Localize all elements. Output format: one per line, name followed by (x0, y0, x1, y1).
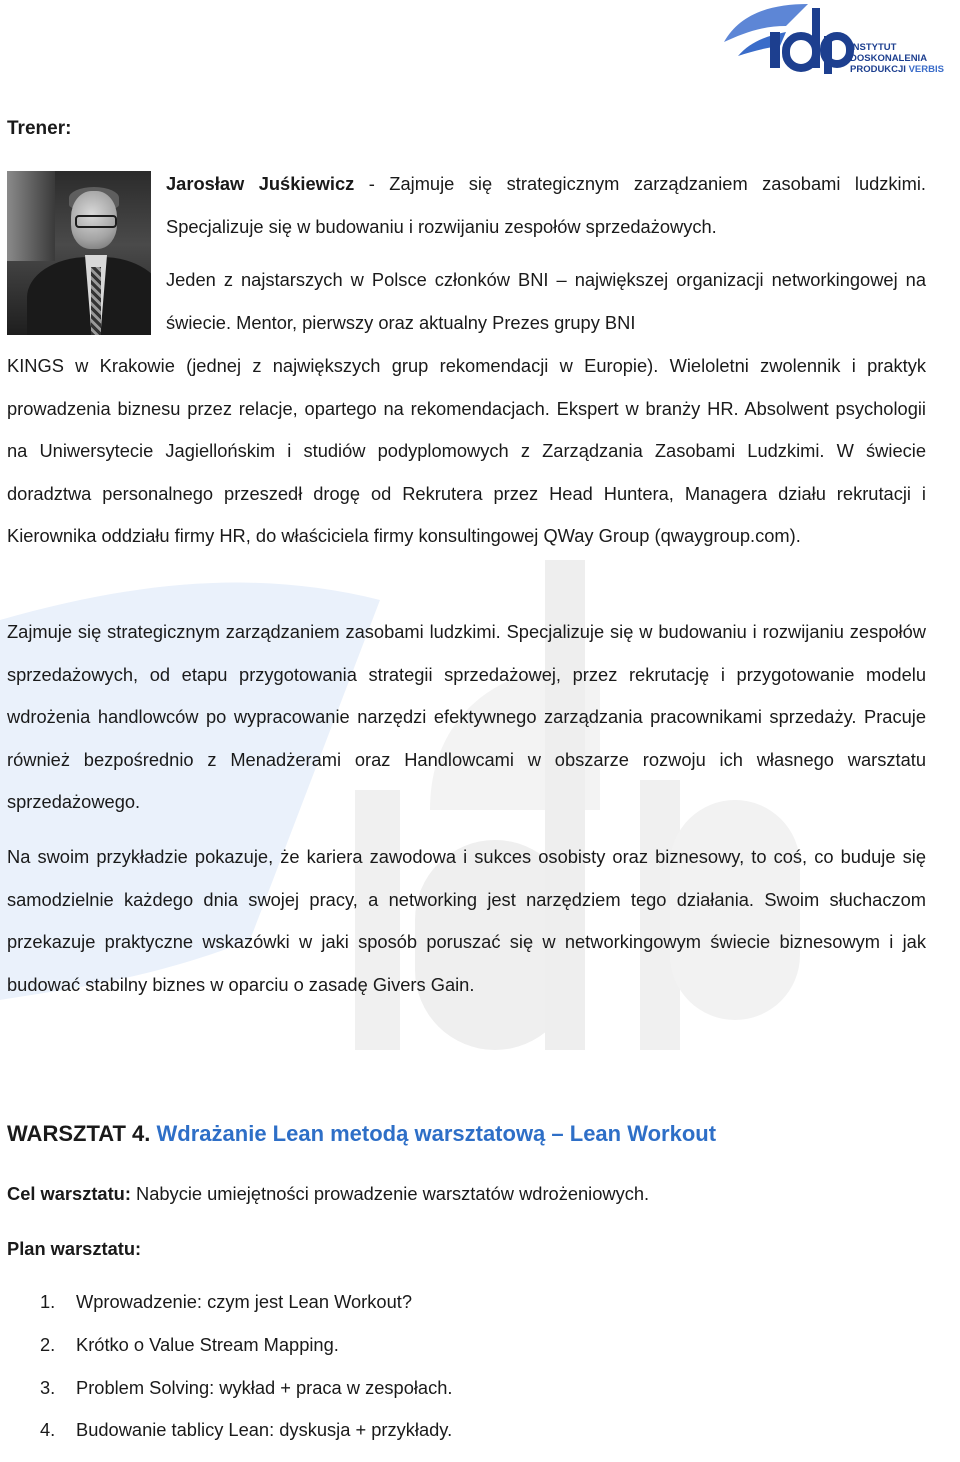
workshop-plan-list (40, 1291, 452, 1462)
logo-line-2: PRODUKCJI VERBIS (850, 64, 944, 75)
workshop-prefix: WARSZTAT 4. (7, 1121, 151, 1146)
workshop-heading (7, 1121, 716, 1147)
list-item: 1. Wprowadzenie: czym jest Lean Workout? (40, 1291, 412, 1312)
trainer-intro (166, 163, 926, 248)
list-item: 3. Problem Solving: wykład + praca w zespołach. (40, 1376, 453, 1398)
bio-bni-start: Jeden z najstarszych w Polsce członków BNI – największej organizacji networkingowej na świecie. Mentor, pierwszy oraz aktualny Prezes grupy BNI (166, 269, 926, 333)
logo-line-1: INSTYTUT DOSKONALENIA (850, 42, 928, 64)
workshop-plan-label: Plan warsztatu: (7, 1238, 142, 1259)
bio-strategy: Zajmuje się strategicznym zarządzaniem zasobami ludzkimi. Specjalizuje się w budowaniu i rozwijaniu zespołów sprzedażowych, od etapu przygotowania strategii sprzedażowej, przez rekrutację i przygotowanie modelu wdrożenia handlowców po wypracowanie narzędzi efektywnego zarządzania pracownikami sprzedaży. Pracuje również bezpośrednio z Menadżerami oraz Handlowcami w obszarze rozwoju ich własnego warsztatu sprzedażowego. (7, 621, 926, 813)
trainer-name: Jarosław Juśkiewicz (166, 173, 355, 194)
workshop-goal (7, 1183, 649, 1205)
trainer-portrait-icon (7, 171, 151, 335)
workshop-title: Wdrażanie Lean metodą warsztatową – Lean Workout (156, 1121, 717, 1146)
list-item: 2. Krótko o Value Stream Mapping. (40, 1333, 339, 1355)
trainer-heading: Trener: (7, 118, 72, 139)
trainer-intro-text: - Zajmuje się strategicznym zarządzaniem zasobami ludzkimi. Specjalizuje się w budowaniu i rozwijaniu zespołów sprzedażowych. (166, 173, 926, 237)
workshop-goal-text: Nabycie umiejętności prowadzenie warsztatów wdrożeniowych. (130, 1183, 650, 1204)
workshop-goal-label: Cel warsztatu: (7, 1183, 131, 1204)
logo-caption (850, 42, 960, 75)
bio-example: Na swoim przykładzie pokazuje, że kariera zawodowa i sukces osobisty oraz biznesowy, to coś, co buduje się samodzielnie każdego dnia swojej pracy, a networking jest narzędziem tego działania. Swoim słuchaczom przekazuje praktyczne wskazówki w jaki sposób poruszać się w networkingowym świecie biznesowym i jak budować stabilny biznes w oparciu o zasadę Givers Gain. (7, 846, 926, 995)
list-item: 4. Budowanie tablicy Lean: dyskusja + przykłady. (40, 1419, 453, 1441)
bio-bni-rest: KINGS w Krakowie (jednej z największych grup rekomendacji w Europie). Wieloletni zwolennik i praktyk prowadzenia biznesu przez relacje, opartego na rekomendacjach. Ekspert w branży HR. Absolwent psychologii na Uniwersytecie Jagiellońskim i studiów podyplomowych z Zarządzania Zasobami Ludzkimi. W świecie doradztwa personalnego przeszedł drogę od Rekrutera przez Head Huntera, Managera działu rekrutacji i Kierownika oddziału firmy HR, do właściciela firmy konsultingowej QWay Group (qwaygroup.com). (7, 355, 926, 547)
